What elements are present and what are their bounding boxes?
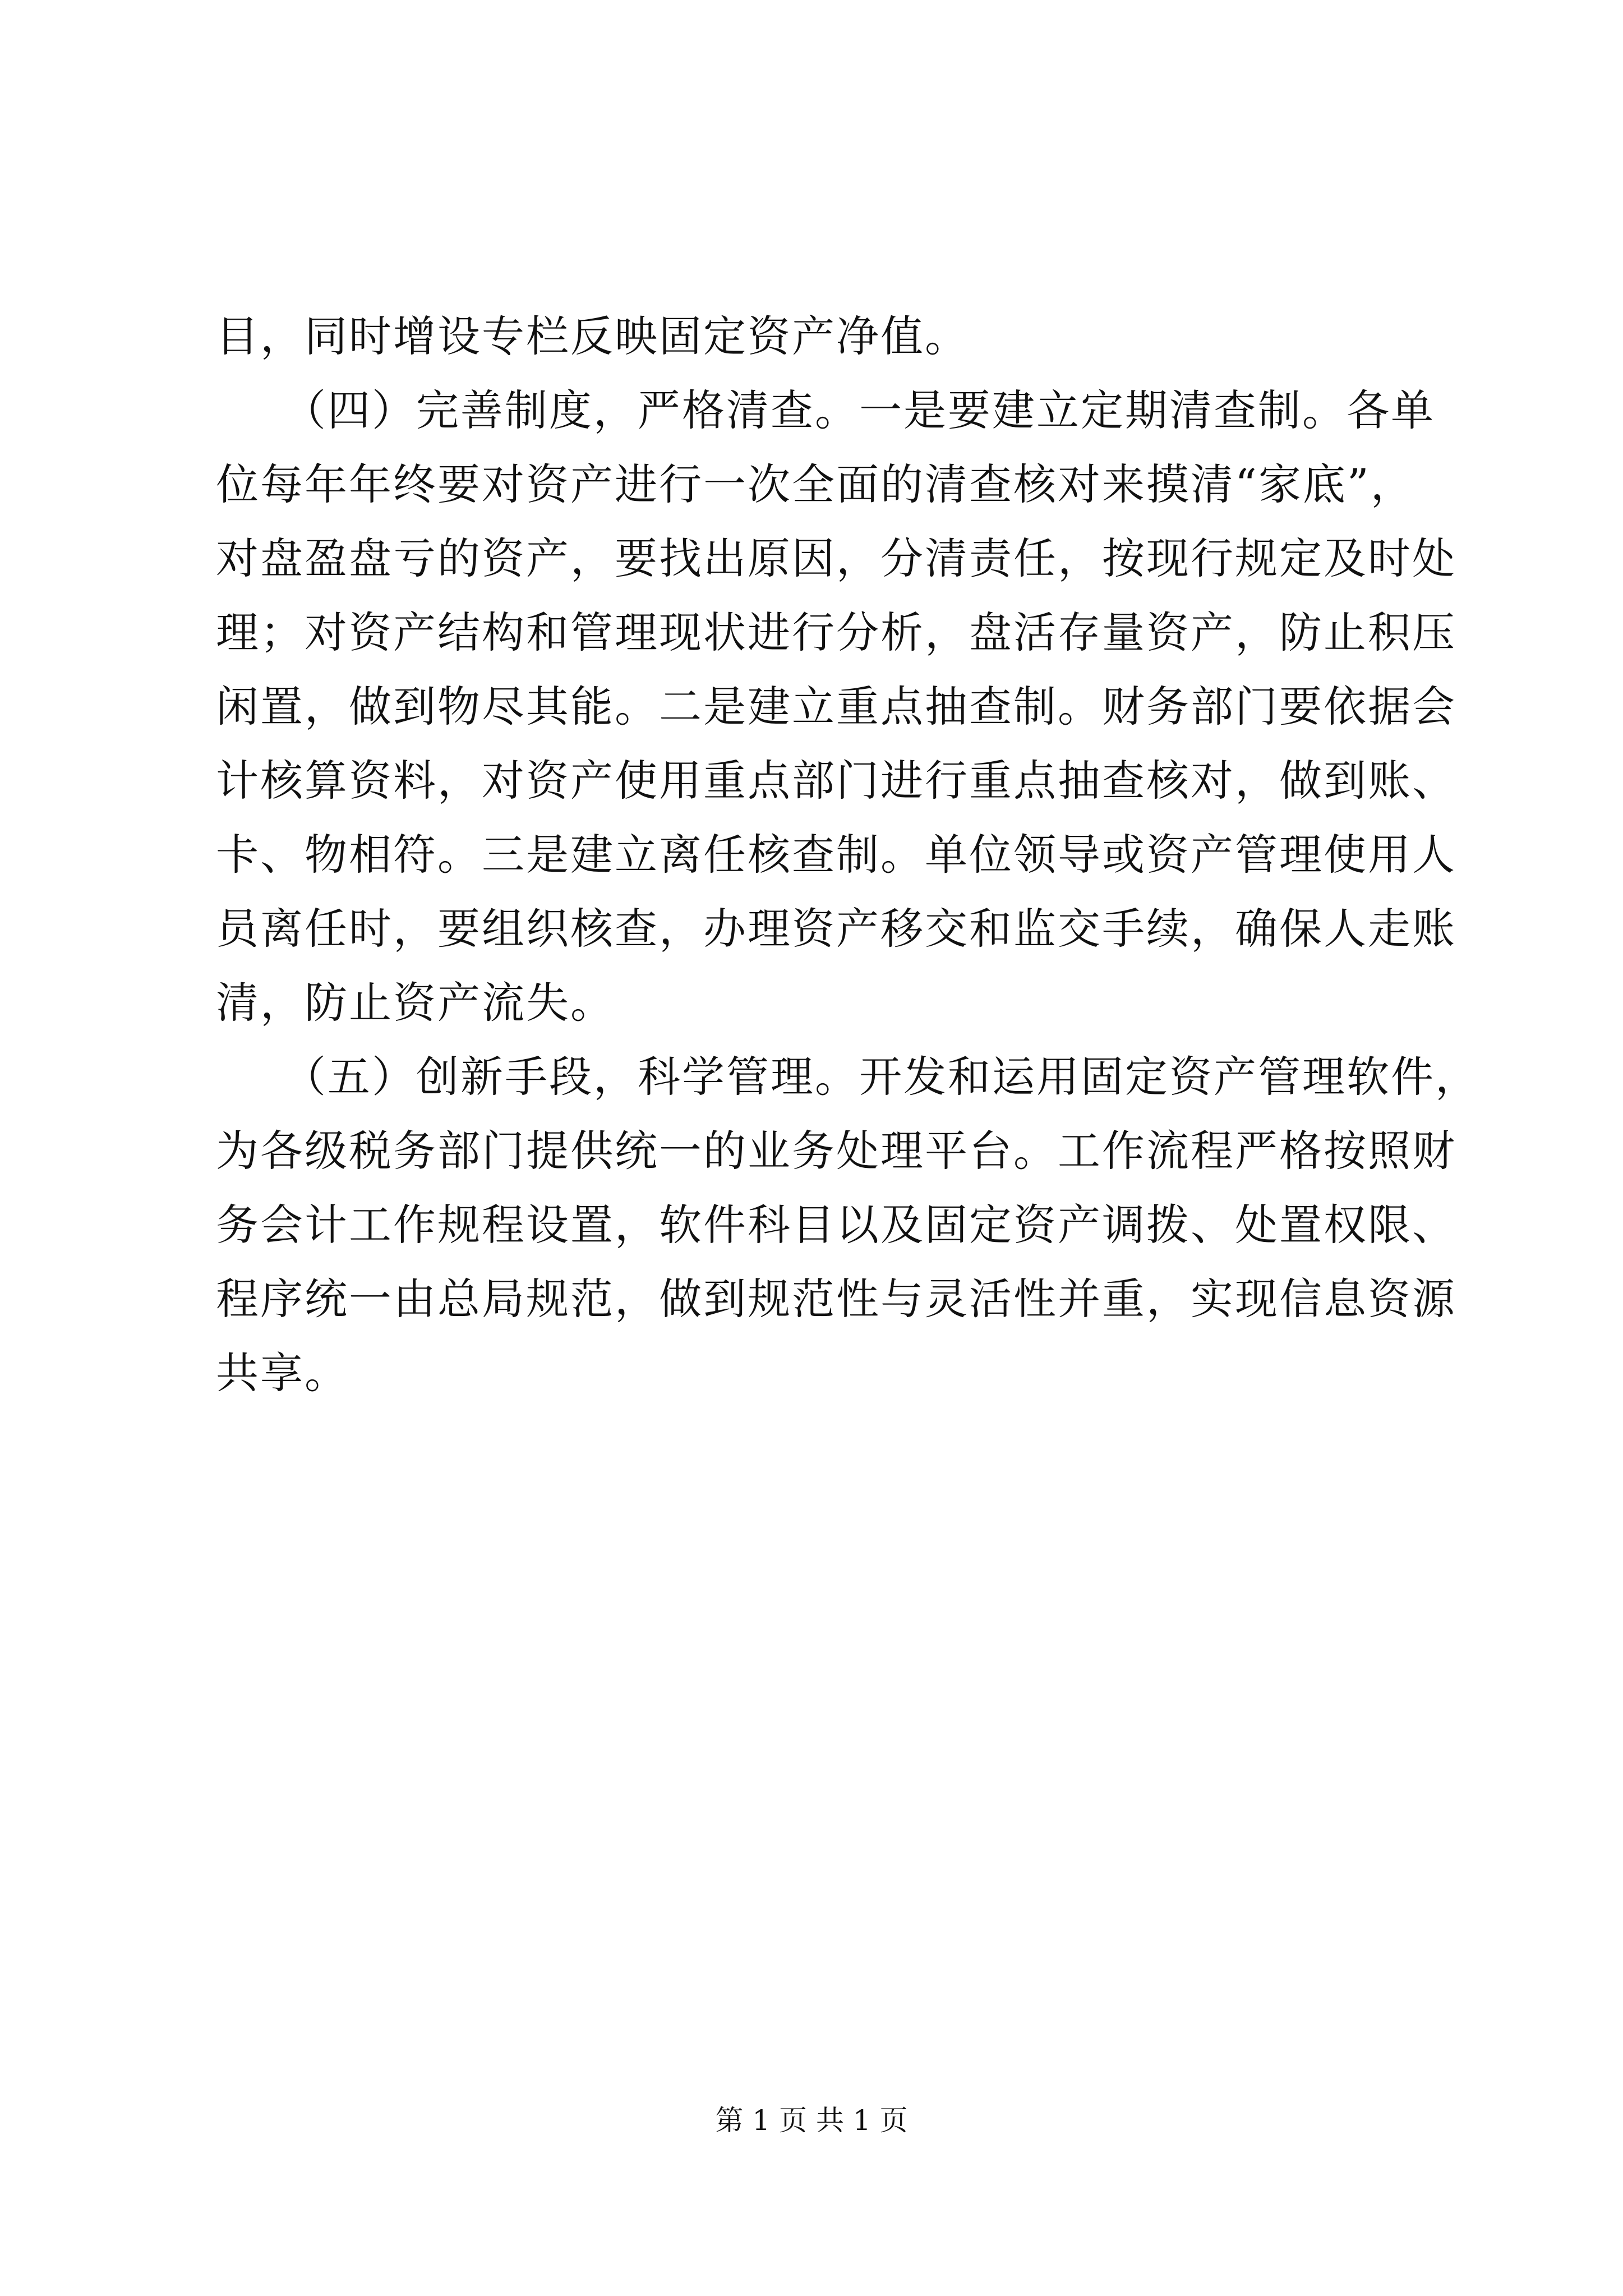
text-line: 清，防止资产流失。 [216, 978, 615, 1028]
text-line: 目，同时增设专栏反映固定资产净值。 [216, 311, 969, 361]
text-line: 计核算资料，对资产使用重点部门进行重点抽查核对，做到账、 [216, 756, 1456, 806]
text-line: 务会计工作规程设置，软件科目以及固定资产调拨、处置权限、 [216, 1200, 1456, 1250]
text-line: 闲置，做到物尽其能。二是建立重点抽查制。财务部门要依据会 [216, 682, 1456, 731]
text-line: （四）完善制度，严格清查。一是要建立定期清查制。各单 [216, 385, 1435, 435]
text-line: 共享。 [216, 1348, 349, 1398]
text-line: 对盘盈盘亏的资产，要找出原因，分清责任，按现行规定及时处 [216, 533, 1456, 583]
text-line: 为各级税务部门提供统一的业务处理平台。工作流程严格按照财 [216, 1126, 1456, 1176]
text-line: （五）创新手段，科学管理。开发和运用固定资产管理软件， [216, 1052, 1479, 1102]
text-line: 程序统一由总局规范，做到规范性与灵活性并重，实现信息资源 [216, 1274, 1456, 1324]
text-line: 卡、物相符。三是建立离任核查制。单位领导或资产管理使用人 [216, 830, 1456, 880]
text-line: 员离任时，要组织核查，办理资产移交和监交手续，确保人走账 [216, 904, 1456, 954]
page-number-footer: 第 1 页 共 1 页 [715, 2104, 908, 2137]
text-line: 理；对资产结构和管理现状进行分析，盘活存量资产，防止积压 [216, 608, 1456, 657]
text-line: 位每年年终要对资产进行一次全面的清查核对来摸清“家底”， [216, 459, 1415, 509]
